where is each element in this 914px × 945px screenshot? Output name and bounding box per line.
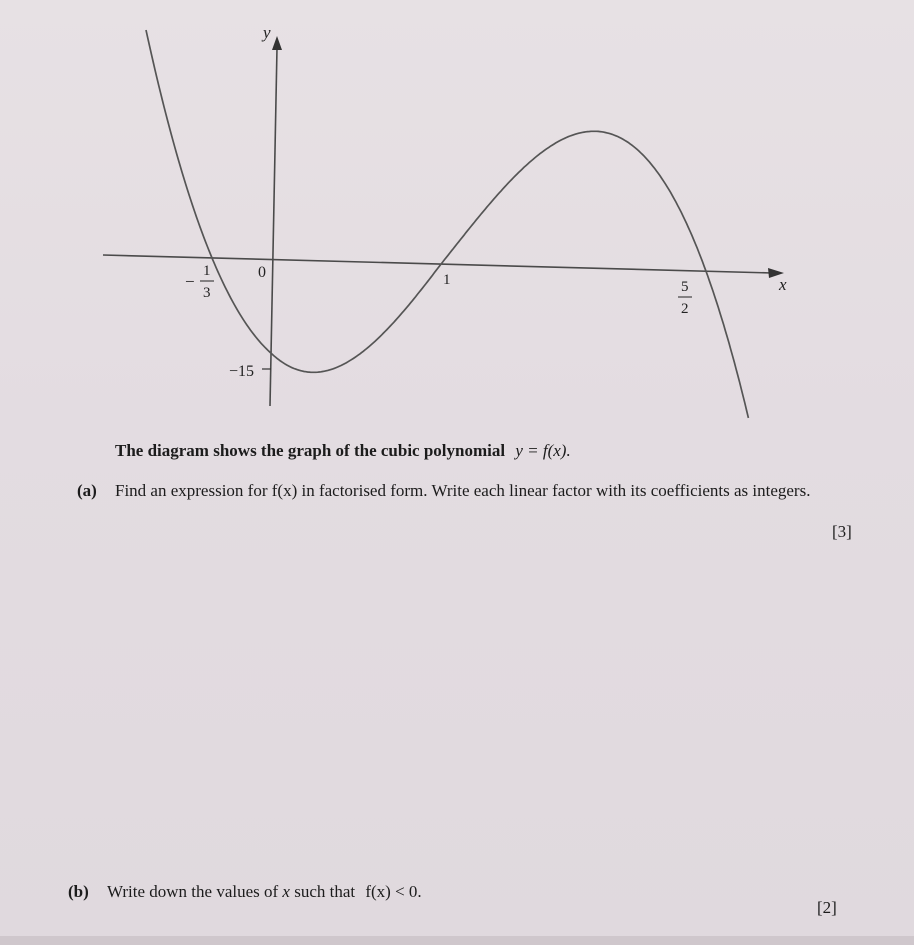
intercept-five-halves-denominator: 2	[681, 301, 689, 317]
y-axis-label: y	[263, 23, 271, 42]
caption-equation: y = f(x).	[515, 441, 571, 460]
page-bottom-edge	[0, 936, 914, 945]
question-b-marks: [2]	[817, 898, 837, 917]
intercept-neg-third-denominator: 3	[203, 285, 211, 301]
intercept-five-halves-numerator: 5	[681, 279, 689, 295]
graph-caption	[115, 441, 571, 461]
question-b-prefix: Write down the values of	[107, 882, 279, 901]
intercept-neg-third-sign: −	[185, 272, 195, 291]
intercept-neg-third-numerator: 1	[203, 263, 211, 279]
question-a-marks: [3]	[832, 522, 852, 541]
origin-label: 0	[258, 264, 266, 281]
caption-text: The diagram shows the graph of the cubic polynomial	[115, 441, 506, 460]
question-b-text	[107, 882, 422, 902]
question-a-label: (a)	[77, 481, 97, 500]
intercept-one-label: 1	[443, 272, 451, 288]
question-b-label: (b)	[68, 882, 89, 901]
question-b-var: x	[282, 882, 290, 901]
question-a-text: Find an expression for f(x) in factorised form. Write each linear factor with its coefficients as integers.	[115, 481, 811, 500]
y-intercept-label: −15	[229, 363, 255, 380]
y-axis-arrow-icon	[272, 36, 282, 50]
cubic-curve	[146, 30, 748, 418]
cubic-graph	[0, 0, 914, 430]
question-b-condition: f(x) < 0.	[365, 882, 422, 901]
question-b-mid: such that	[294, 882, 356, 901]
x-axis-label: x	[779, 275, 787, 294]
